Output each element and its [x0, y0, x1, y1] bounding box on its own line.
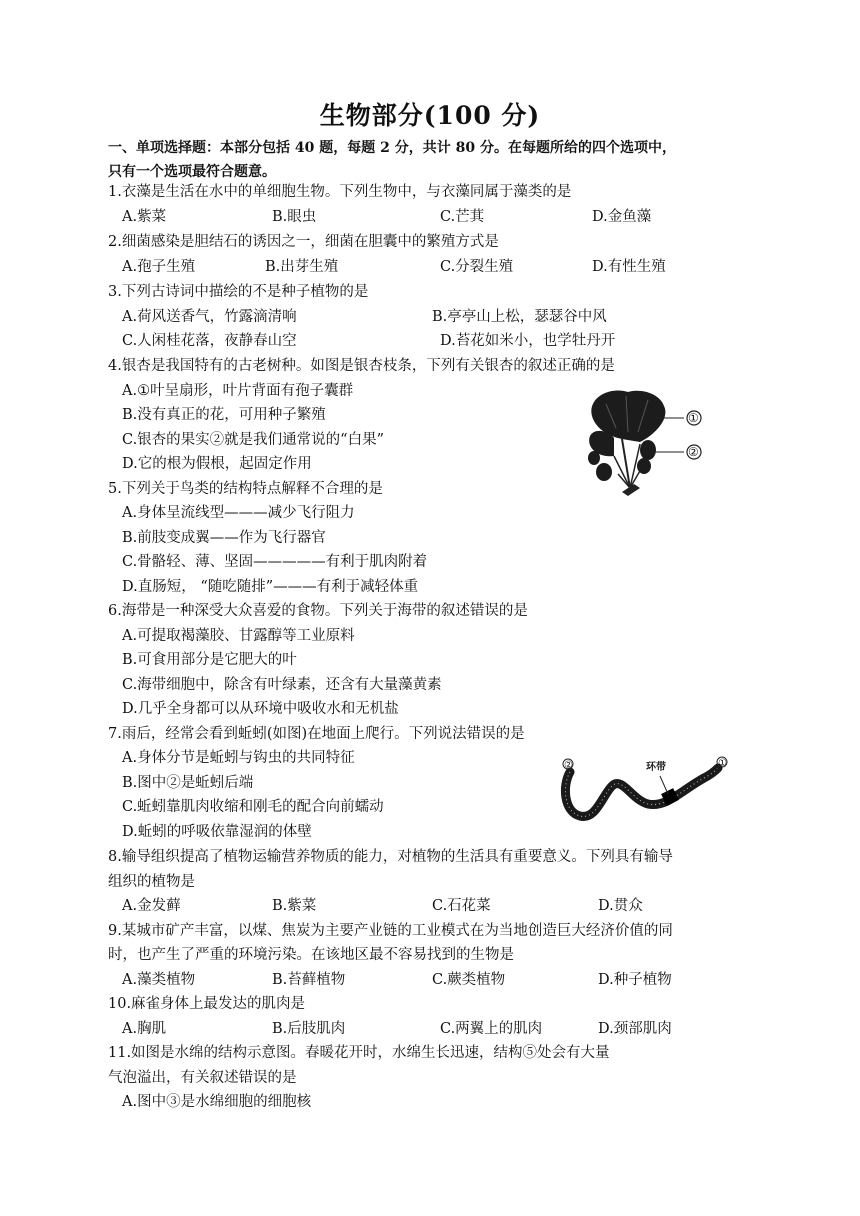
question-9-stem-line-1: 9.某城市矿产丰富，以煤、焦炭为主要产业链的工业模式在为当地创造巨大经济价值的同 — [108, 923, 673, 939]
question-4-option-c: C.银杏的果实②就是我们通常说的“白果” — [122, 432, 385, 448]
question-7-option-a: A.身体分节是蚯蚓与钩虫的共同特征 — [122, 750, 355, 766]
question-8-stem-line-1: 8.输导组织提高了植物运输营养物质的能力，对植物的生活具有重要意义。下列具有输导 — [108, 849, 673, 865]
question-10-option-b: B.后肢肌肉 — [272, 1021, 346, 1037]
question-2-option-b: B.出芽生殖 — [265, 259, 339, 275]
question-1-option-c: C.芒萁 — [440, 209, 485, 225]
question-4-option-d: D.它的根为假根，起固定作用 — [122, 456, 312, 472]
section-heading — [108, 136, 758, 184]
question-6-option-a: A.可提取褐藻胶、甘露醇等工业原料 — [122, 628, 355, 644]
question-6-option-b: B.可食用部分是它肥大的叶 — [122, 652, 297, 668]
question-6-option-d: D.几乎全身都可以从环境中吸收水和无机盐 — [122, 701, 399, 717]
ginkgo-label-2: ② — [688, 445, 699, 459]
question-8-option-a: A.金发藓 — [122, 898, 181, 914]
question-6-option-c: C.海带细胞中，除含有叶绿素，还含有大量藻黄素 — [122, 677, 442, 693]
question-11-option-a: A.图中③是水绵细胞的细胞核 — [122, 1094, 312, 1110]
question-8-option-b: B.紫菜 — [272, 898, 317, 914]
section-heading-line-1: 一、单项选择题：本部分包括 40 题，每题 2 分，共计 80 分。在每题所给的四个选项中， — [108, 140, 676, 156]
question-1-option-d: D.金鱼藻 — [592, 209, 652, 225]
question-9-option-d: D.种子植物 — [598, 972, 672, 988]
question-11-stem-line-1: 11.如图是水绵的结构示意图。春暖花开时，水绵生长迅速，结构⑤处会有大量 — [108, 1045, 610, 1061]
question-3-option-c: C.人闲桂花落，夜静春山空 — [122, 333, 297, 349]
question-8-option-d: D.贯众 — [598, 898, 643, 914]
question-9-option-b: B.苔藓植物 — [272, 972, 346, 988]
earthworm-figure — [556, 756, 732, 824]
earthworm-label-2: ② — [564, 760, 573, 771]
question-11-stem-line-2: 气泡溢出，有关叙述错误的是 — [108, 1070, 297, 1086]
question-7-option-d: D.蚯蚓的呼吸依靠湿润的体壁 — [122, 824, 312, 840]
question-4-stem: 4.银杏是我国特有的古老树种。如图是银杏枝条，下列有关银杏的叙述正确的是 — [108, 358, 615, 374]
earthworm-label-clitellum: 环带 — [646, 762, 666, 773]
question-7-option-b: B.图中②是蚯蚓后端 — [122, 775, 254, 791]
question-5-option-d: D.直肠短， “随吃随排”———有利于减轻体重 — [122, 579, 419, 595]
question-7-stem: 7.雨后，经常会看到蚯蚓(如图)在地面上爬行。下列说法错误的是 — [108, 726, 525, 742]
question-5-stem: 5.下列关于鸟类的结构特点解释不合理的是 — [108, 481, 383, 497]
question-10-stem: 10.麻雀身体上最发达的肌肉是 — [108, 996, 306, 1012]
question-8-stem-line-2: 组织的植物是 — [108, 874, 195, 890]
question-5-option-b: B.前肢变成翼——作为飞行器官 — [122, 530, 326, 546]
section-heading-line-2: 只有一个选项最符合题意。 — [108, 164, 276, 180]
question-2-option-c: C.分裂生殖 — [440, 259, 514, 275]
question-10-option-c: C.两翼上的肌肉 — [440, 1021, 543, 1037]
question-9-stem-line-2: 时，也产生了严重的环境污染。在该地区最不容易找到的生物是 — [108, 947, 514, 963]
question-3-option-d: D.苔花如米小，也学牡丹开 — [440, 333, 616, 349]
question-7-option-c: C.蚯蚓靠肌肉收缩和刚毛的配合向前蠕动 — [122, 799, 384, 815]
question-5-option-a: A.身体呈流线型———减少飞行阻力 — [122, 505, 355, 521]
question-3-stem: 3.下列古诗词中描绘的不是种子植物的是 — [108, 284, 369, 300]
question-1-option-a: A.紫菜 — [122, 209, 167, 225]
page-title: 生物部分(100 分) — [319, 101, 541, 130]
earthworm-label-1: ① — [718, 758, 727, 769]
question-1-option-b: B.眼虫 — [272, 209, 317, 225]
question-2-option-a: A.孢子生殖 — [122, 259, 196, 275]
question-9-option-c: C.蕨类植物 — [432, 972, 506, 988]
question-4-option-a: A.①叶呈扇形，叶片背面有孢子囊群 — [122, 383, 354, 399]
question-10-option-d: D.颈部肌肉 — [598, 1021, 672, 1037]
question-8-option-c: C.石花菜 — [432, 898, 491, 914]
question-6-stem: 6.海带是一种深受大众喜爱的食物。下列关于海带的叙述错误的是 — [108, 603, 528, 619]
question-2-option-d: D.有性生殖 — [592, 259, 666, 275]
ginkgo-label-1: ① — [688, 411, 699, 425]
question-3-option-a: A.荷风送香气，竹露滴清响 — [122, 309, 297, 325]
question-4-option-b: B.没有真正的花，可用种子繁殖 — [122, 407, 326, 423]
question-1-stem: 1.衣藻是生活在水中的单细胞生物。下列生物中，与衣藻同属于藻类的是 — [108, 184, 572, 200]
question-10-option-a: A.胸肌 — [122, 1021, 167, 1037]
question-5-option-c: C.骨骼轻、薄、坚固—————有利于肌肉附着 — [122, 554, 428, 570]
question-9-option-a: A.藻类植物 — [122, 972, 196, 988]
question-3-option-b: B.亭亭山上松，瑟瑟谷中风 — [432, 309, 607, 325]
question-2-stem: 2.细菌感染是胆结石的诱因之一，细菌在胆囊中的繁殖方式是 — [108, 234, 499, 250]
